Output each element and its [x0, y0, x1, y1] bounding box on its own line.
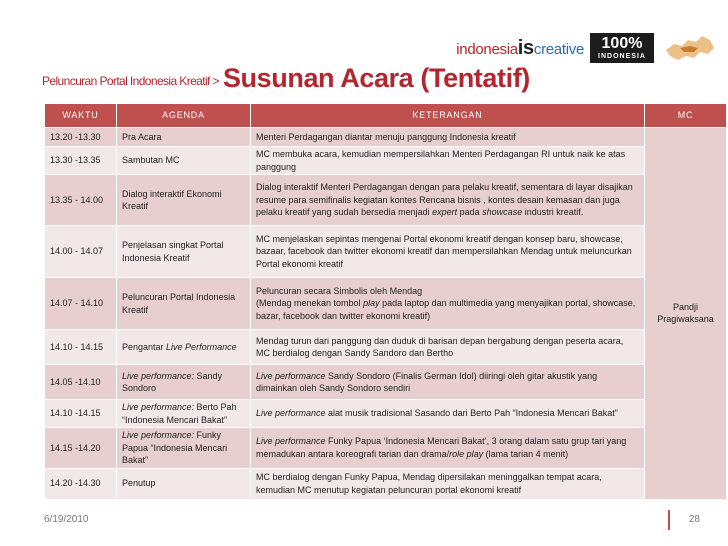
ket-text: (lama tarian 4 menit) [483, 448, 569, 459]
row-agenda [117, 428, 251, 469]
row-keterangan [251, 428, 645, 469]
slide-title [42, 54, 530, 94]
ket-text: industri kreatif. [522, 207, 584, 218]
table-row [45, 365, 727, 400]
table-row [45, 400, 727, 428]
row-agenda [117, 400, 251, 428]
row-time: 13.20 -13.30 [45, 128, 117, 147]
table-row [45, 226, 727, 278]
table-row [45, 147, 727, 175]
header-keterangan: KETERANGAN [251, 104, 645, 128]
row-keterangan: Menteri Perdagangan diantar menuju panggung Indonesia kreatif [251, 128, 645, 147]
row-agenda [117, 330, 251, 365]
agenda-text: Sandy Sondoro [122, 370, 223, 393]
ministry-map-emblem-icon [660, 28, 718, 68]
row-time: 14.10 -14.15 [45, 400, 117, 428]
table-row [45, 278, 727, 330]
ket-text: pada [457, 207, 483, 218]
table-row [45, 330, 727, 365]
row-time: 14.00 - 14.07 [45, 226, 117, 278]
agenda-text: Berto Pah “Indonesia Mencari Bakat” [122, 402, 237, 425]
ket-text: Sandy Sondoro (Finalis German Idol) diiringi oleh gitar akustik yang dimainkan oleh Sandy Sondoro sendiri [256, 370, 598, 393]
row-time: 14.05 -14.10 [45, 365, 117, 400]
footer-date: 6/19/2010 [44, 514, 89, 525]
row-time: 14.15 -14.20 [45, 428, 117, 469]
row-keterangan [251, 365, 645, 400]
table-row [45, 468, 727, 499]
mc-name-first: Pandji [672, 301, 699, 312]
row-agenda: Sambutan MC [117, 147, 251, 175]
logo-indonesia-text: indonesia [456, 40, 518, 58]
table-row [45, 175, 727, 226]
agenda-emphasis: Live Performance [166, 341, 237, 352]
mc-cell [645, 128, 727, 500]
table-header-row [45, 104, 727, 128]
footer-divider [668, 510, 670, 530]
title-prefix: Peluncuran Portal Indonesia Kreatif > [42, 74, 219, 88]
row-keterangan [251, 175, 645, 226]
ket-text: alat musik tradisional Sasando dari Berto Pah “Indonesia Mencari Bakat” [325, 408, 618, 419]
header-mc: MC [645, 104, 727, 128]
agenda-emphasis: Live performance: [122, 370, 195, 381]
row-agenda: Peluncuran Portal Indonesia Kreatif [117, 278, 251, 330]
table-row [45, 428, 727, 469]
row-keterangan [251, 400, 645, 428]
row-agenda: Dialog interaktif Ekonomi Kreatif [117, 175, 251, 226]
row-time: 14.10 - 14.15 [45, 330, 117, 365]
hundred-percent-indonesia-logo [590, 33, 654, 63]
ket-emphasis: showcase [482, 207, 523, 218]
agenda-text: Funky Papua “Indonesia Mencari Bakat” [122, 430, 228, 465]
ket-emphasis: role play [449, 448, 484, 459]
agenda-emphasis: Live performance: [122, 402, 195, 412]
row-time: 13.30 -13.35 [45, 147, 117, 175]
ket-text: Funky Papua ‘Indonesia Mencari Bakat’, 3 orang dalam satu grup tari yang memadukan antara koreografi tarian dan drama/ [256, 436, 627, 459]
header-waktu: WAKTU [45, 104, 117, 128]
ket-emphasis: play [363, 298, 380, 309]
ket-text: Dialog interaktif Menteri Perdagangan dengan para pelaku kreatif, sementara di layar disajikan resume para semifinalis kegiatan kontes Rencana bisnis , kontes desain kemasan dan juga pelaku kreatif yang sudah bersedia menjadi [256, 182, 633, 218]
row-keterangan: MC berdialog dengan Funky Papua, Mendag dipersilakan meninggalkan tempat acara, kemudian MC menutup kegiatan peluncuran portal ekonomi kreatif [251, 468, 645, 499]
footer-page-number: 28 [688, 514, 700, 525]
mc-name-last: Pragiwaksana [657, 314, 714, 325]
ket-emphasis: expert [432, 207, 458, 218]
row-agenda: Pra Acara [117, 128, 251, 147]
row-time: 14.20 -14.30 [45, 468, 117, 499]
row-keterangan: MC menjelaskan sepintas mengenai Portal ekonomi kreatif dengan konsep baru, showcase, bazaar, facebook dan twitter ekonomi kreatif dan mempersilahkan Mendag untuk meluncurkan Portal ekonomi kreatif [251, 226, 645, 278]
ket-text: pada laptop dan multimedia yang menyajikan portal, showcase, bazar, facebook dan twitter ekonomi kreatif) [256, 298, 636, 321]
ket-text: (Mendag menekan tombol [256, 298, 364, 309]
row-agenda [117, 365, 251, 400]
row-agenda: Penutup [117, 468, 251, 499]
title-main: Susunan Acara (Tentatif) [222, 63, 530, 93]
table-row [45, 128, 727, 147]
ket-emphasis: Live performance [256, 370, 326, 381]
ket-emphasis: Live performance [256, 408, 326, 419]
agenda-table [44, 103, 727, 500]
logo-hundred-text: 100% [601, 34, 643, 52]
header-agenda: AGENDA [117, 104, 251, 128]
row-keterangan: Mendag turun dari panggung dan duduk di barisan depan bergabung dengan peserta acara, MC berdialog dengan Sandy Sandoro dan Bertho [251, 330, 645, 365]
agenda-text: Pengantar [122, 341, 167, 352]
row-keterangan [251, 278, 645, 330]
row-time: 14.07 - 14.10 [45, 278, 117, 330]
ket-text: Peluncuran secara Simbolis oleh Mendag [256, 285, 423, 296]
agenda-emphasis: Live performance: [122, 430, 195, 440]
ket-emphasis: Live performance [256, 436, 326, 447]
row-keterangan: MC membuka acara, kemudian mempersilahkan Menteri Perdagangan RI untuk naik ke atas panggung [251, 147, 645, 175]
logo-creative-text: creative [533, 40, 584, 58]
row-time: 13.35 - 14.00 [45, 175, 117, 226]
logo-hundred-sub-text: INDONESIA [598, 52, 646, 60]
row-agenda: Penjelasan singkat Portal Indonesia Kreatif [117, 226, 251, 278]
logo-is-text: is [517, 36, 534, 59]
